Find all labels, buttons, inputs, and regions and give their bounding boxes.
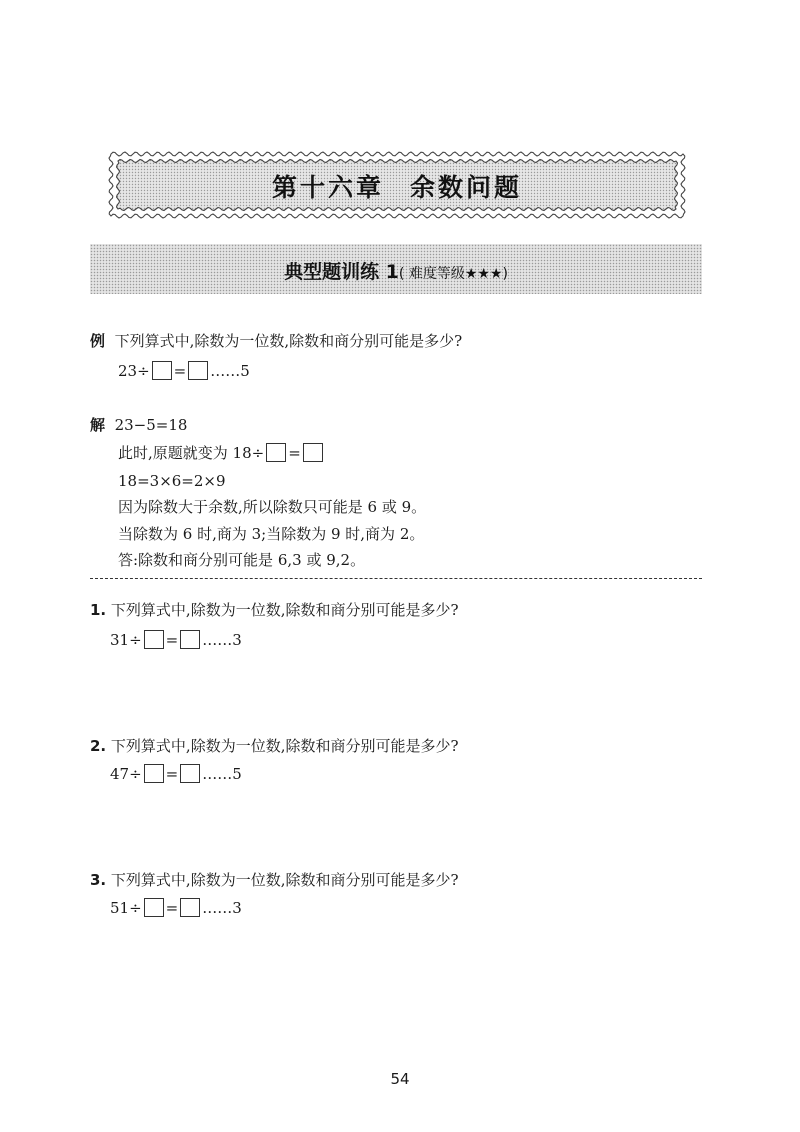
example-label: 例 xyxy=(90,332,106,350)
chapter-number: 第十六章 xyxy=(271,173,384,202)
example-dividend: 23÷ xyxy=(118,362,150,380)
quotient-answer-box[interactable] xyxy=(180,898,200,917)
solution-step-2-equals: = xyxy=(288,444,301,462)
question-1-equals: = xyxy=(165,631,179,649)
divisor-blank-box xyxy=(152,361,172,380)
divisor-answer-box[interactable] xyxy=(144,764,164,783)
question-2-equation xyxy=(110,764,242,784)
question-1-dividend: 31÷ xyxy=(110,631,142,649)
question-1-equation xyxy=(110,630,242,650)
solution-step-4: 因为除数大于余数,所以除数只可能是 6 或 9。 xyxy=(118,498,427,516)
solution-answer: 答:除数和商分别可能是 6,3 或 9,2。 xyxy=(118,551,366,569)
chapter-topic: 余数问题 xyxy=(410,173,523,202)
question-1-number: 1. xyxy=(90,601,107,619)
quotient-answer-box[interactable] xyxy=(180,764,200,783)
example-equals: = xyxy=(173,362,187,380)
question-2 xyxy=(90,736,459,756)
divisor-blank-box xyxy=(266,443,286,462)
question-1-text: 下列算式中,除数为一位数,除数和商分别可能是多少? xyxy=(110,601,459,619)
section-title xyxy=(90,257,702,284)
chapter-banner xyxy=(107,150,687,220)
example-question xyxy=(90,331,462,351)
section-title-text: 典型题训练 1 xyxy=(284,261,399,283)
solution-step-5: 当除数为 6 时,商为 3;当除数为 9 时,商为 2。 xyxy=(118,525,425,543)
solution-step-1-text: 23−5=18 xyxy=(114,416,188,434)
quotient-blank-box xyxy=(303,443,323,462)
question-2-remainder: ……5 xyxy=(202,765,242,783)
question-1 xyxy=(90,600,459,620)
question-3-dividend: 51÷ xyxy=(110,899,142,917)
question-3-text: 下列算式中,除数为一位数,除数和商分别可能是多少? xyxy=(110,871,459,889)
page-number: 54 xyxy=(390,1070,410,1088)
example-remainder: ……5 xyxy=(210,362,250,380)
question-3-remainder: ……3 xyxy=(202,899,242,917)
question-2-number: 2. xyxy=(90,737,107,755)
quotient-answer-box[interactable] xyxy=(180,630,200,649)
question-2-dividend: 47÷ xyxy=(110,765,142,783)
question-3-number: 3. xyxy=(90,871,107,889)
chapter-title xyxy=(107,168,687,204)
question-3-equals: = xyxy=(165,899,179,917)
solution-step-1 xyxy=(90,415,187,435)
question-1-remainder: ……3 xyxy=(202,631,242,649)
divisor-answer-box[interactable] xyxy=(144,898,164,917)
dashed-divider xyxy=(90,578,702,579)
example-question-text: 下列算式中,除数为一位数,除数和商分别可能是多少? xyxy=(114,332,463,350)
section-banner xyxy=(90,244,702,294)
solution-step-2 xyxy=(118,443,325,463)
quotient-blank-box xyxy=(188,361,208,380)
question-2-text: 下列算式中,除数为一位数,除数和商分别可能是多少? xyxy=(110,737,459,755)
question-2-equals: = xyxy=(165,765,179,783)
question-3-equation xyxy=(110,898,242,918)
solution-label: 解 xyxy=(90,416,106,434)
solution-step-3: 18=3×6=2×9 xyxy=(118,472,226,490)
example-equation xyxy=(118,361,250,381)
divisor-answer-box[interactable] xyxy=(144,630,164,649)
difficulty-level: ( 难度等级★★★) xyxy=(398,266,508,282)
solution-step-2-text: 此时,原题就变为 18÷ xyxy=(118,444,265,462)
question-3 xyxy=(90,870,459,890)
